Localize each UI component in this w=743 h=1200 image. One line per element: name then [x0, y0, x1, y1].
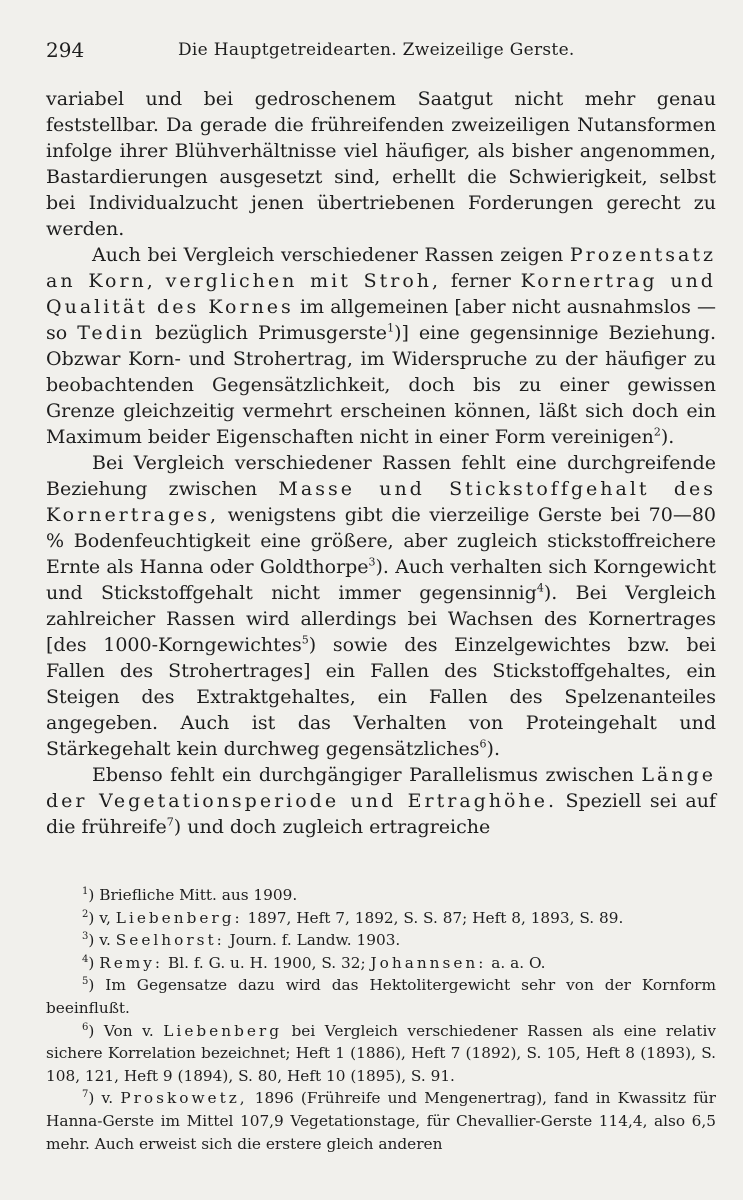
text-run: )] eine gegensinnige Beziehung. Obzwar Korn- und Strohertrag, im Widerspruche zu der häufiger zu beobachtenden Gegensätzlichkeit, doch bis zu einer gewissen Grenze gleichzeitig vermehrt erscheinen können, läßt sich doch ein Maximum beider Eigenschaften nicht in einer Form vereinigen	[46, 322, 716, 448]
footnote-2: $^2$) v, Liebenberg: 1897, Heft 7, 1892, S. S. 87; Heft 8, 1893, S. 89.	[82, 908, 624, 927]
paragraph-2	[46, 242, 716, 450]
paragraph-3	[46, 450, 716, 762]
text-run: Von v.	[103, 1021, 164, 1040]
footnote-5: $^5$) Im Gegensatze dazu wird das Hektolitergewicht sehr von der Kornform beeinflußt.	[46, 976, 716, 1017]
text-run: 1896 (Frühreife und Mengenertrag), fand in Kwassitz für Hanna-Gerste im Mittel 107,9 Vegetationstage, für Chevallier-Gerste 114,4, also 6,5 mehr. Auch erweist sich die erstere gleich anderen	[46, 1089, 716, 1153]
text-run: ).	[486, 738, 500, 760]
running-title: Die Hauptgetreidearten. Zweizeilige Gerste.	[178, 40, 575, 60]
author-name: Liebenberg	[163, 1021, 283, 1040]
footnote-ref-7[interactable]: 7	[166, 815, 174, 829]
text-run: Bei Vergleich verschiedener Rassen fehlt eine durchgreifende Beziehung zwischen	[46, 452, 716, 500]
text-run: Speziell sei auf die frühreife	[46, 790, 716, 838]
text-run: Journ. f. Landw. 1903.	[224, 931, 401, 950]
text-run: v.	[101, 1089, 121, 1108]
spaced-emphasis: Prozentsatz an Korn,	[46, 244, 716, 292]
footnote-ref-3[interactable]: 3	[368, 555, 376, 569]
footnote-ref-1[interactable]: 1	[387, 321, 395, 335]
spaced-emphasis: Länge der Vegetationsperiode und Ertraghöhe.	[46, 764, 716, 812]
footnote-number: 6	[82, 1021, 89, 1033]
footnote-text: Briefliche Mitt. aus 1909.	[99, 886, 298, 904]
footnote-7: $^7$) v. Proskowetz, 1896 (Frühreife und Mengenertrag), fand in Kwassitz für Hanna-Gerste im Mittel 107,9 Vegetationstage, für Chevallier-Gerste 114,4, also 6,5 mehr. Auch erweist sich die erstere gleich anderen	[46, 1089, 716, 1153]
footnote-number: 3	[82, 931, 89, 943]
paragraph-1	[46, 86, 716, 242]
text-run: ) sowie des Einzelgewichtes bzw. bei Fallen des Strohertrages] ein Fallen des Stickstoffgehaltes, ein Steigen des Extraktgehaltes, ein Fallen des Spelzenanteiles angegeben. Auch ist das Verhalten von Proteingehalt und Stärkegehalt kein durchweg gegensätzliches	[46, 634, 716, 760]
spaced-emphasis: Kornertrag und Qualität des Kornes	[46, 270, 716, 318]
text-run: v,	[99, 908, 116, 927]
author-name: Remy:	[99, 953, 164, 972]
footnote-number: 5	[82, 976, 89, 988]
footnote-ref-4[interactable]: 4	[536, 581, 544, 595]
page-number: 294	[46, 38, 85, 62]
author-name: Seelhorst:	[115, 931, 225, 950]
text-run: ferner	[441, 270, 521, 292]
page-header	[46, 38, 716, 78]
text-run: ).	[660, 426, 675, 448]
author-name: Liebenberg:	[115, 908, 243, 927]
footnote-ref-6[interactable]: 6	[479, 737, 487, 751]
footnote-6: $^6$) Von v. Liebenberg bei Vergleich verschiedener Rassen als eine relativ sichere Korrelation bezeichnet; Heft 1 (1886), Heft 7 (1892), S. 105, Heft 8 (1893), S. 108, 121, Heft 9 (1894), S. 80, Heft 10 (1895), S. 91.	[46, 1021, 716, 1085]
text-run: ). Bei Vergleich zahlreicher Rassen wird allerdings bei Wachsen des Kornertrages [des 1000-Korngewichtes	[46, 582, 716, 656]
text-run: 1897, Heft 7, 1892, S. S. 87; Heft 8, 1893, S. 89.	[242, 908, 624, 927]
spaced-emphasis: Masse und Stickstoffgehalt des Kornertrages,	[46, 478, 716, 526]
text-run: ). Auch verhalten sich Korngewicht und Stickstoffgehalt nicht immer gegensinnig	[46, 556, 716, 604]
main-text	[46, 86, 716, 840]
text-run: a. a. O.	[486, 953, 546, 972]
footnote-ref-2[interactable]: 2	[653, 425, 661, 439]
text-run: Ebenso fehlt ein durchgängiger Parallelismus zwischen	[92, 764, 642, 786]
text-run: wenigstens gibt die vierzeilige Gerste bei 70—80 % Bodenfeuchtigkeit eine größere, aber zugleich stickstoffreichere Ernte als Hanna oder Goldthorpe	[46, 504, 716, 578]
footnote-1: $^1$) Briefliche Mitt. aus 1909.	[82, 885, 298, 904]
footnote-number: 4	[82, 953, 89, 965]
paragraph-1-text: variabel und bei gedroschenem Saatgut nicht mehr genau feststellbar. Da gerade die frühreifenden zweizeiligen Nutansformen infolge ihrer Blühverhältnisse viel häufiger, als bisher angenommen, Bastardierungen ausgesetzt sind, erhellt die Schwierigkeit, selbst bei Individualzucht jenen übertriebenen Forderungen gerecht zu werden.	[46, 88, 716, 240]
footnote-ref-5[interactable]: 5	[301, 633, 309, 647]
text-run: bezüglich Primusgerste	[145, 322, 388, 344]
footnote-number: 7	[82, 1089, 89, 1101]
text-run: Auch bei Vergleich verschiedener Rassen zeigen	[92, 244, 570, 266]
text-run: v.	[99, 931, 116, 950]
author-name: Tedin	[77, 322, 146, 344]
author-name: Proskowetz,	[120, 1089, 248, 1108]
text-run	[156, 270, 166, 292]
text-run: Bl. f. G. u. H. 1900, S. 32;	[163, 953, 371, 972]
author-name: Johannsen:	[370, 953, 487, 972]
footnote-text: Im Gegensatze dazu wird das Hektolitergewicht sehr von der Kornform beeinflußt.	[46, 976, 716, 1017]
book-page	[46, 38, 716, 1155]
footnotes	[46, 884, 716, 1155]
footnote-number: 2	[82, 908, 89, 920]
text-run: im allgemeinen [aber nicht ausnahmslos — so	[46, 296, 716, 344]
footnote-number: 1	[82, 885, 89, 897]
spaced-emphasis: verglichen mit Stroh,	[165, 270, 442, 292]
paragraph-4	[46, 762, 716, 840]
text-run: bei Vergleich verschiedener Rassen als eine relativ sichere Korrelation bezeichnet; Heft 1 (1886), Heft 7 (1892), S. 105, Heft 8 (1893), S. 108, 121, Heft 9 (1894), S. 80, Heft 10 (1895), S. 91.	[46, 1021, 716, 1085]
footnote-4: $^4$) Remy: Bl. f. G. u. H. 1900, S. 32; Johannsen: a. a. O.	[82, 953, 546, 972]
text-run: ) und doch zugleich ertragreiche	[173, 816, 491, 838]
footnote-3: $^3$) v. Seelhorst: Journ. f. Landw. 1903.	[82, 931, 401, 950]
